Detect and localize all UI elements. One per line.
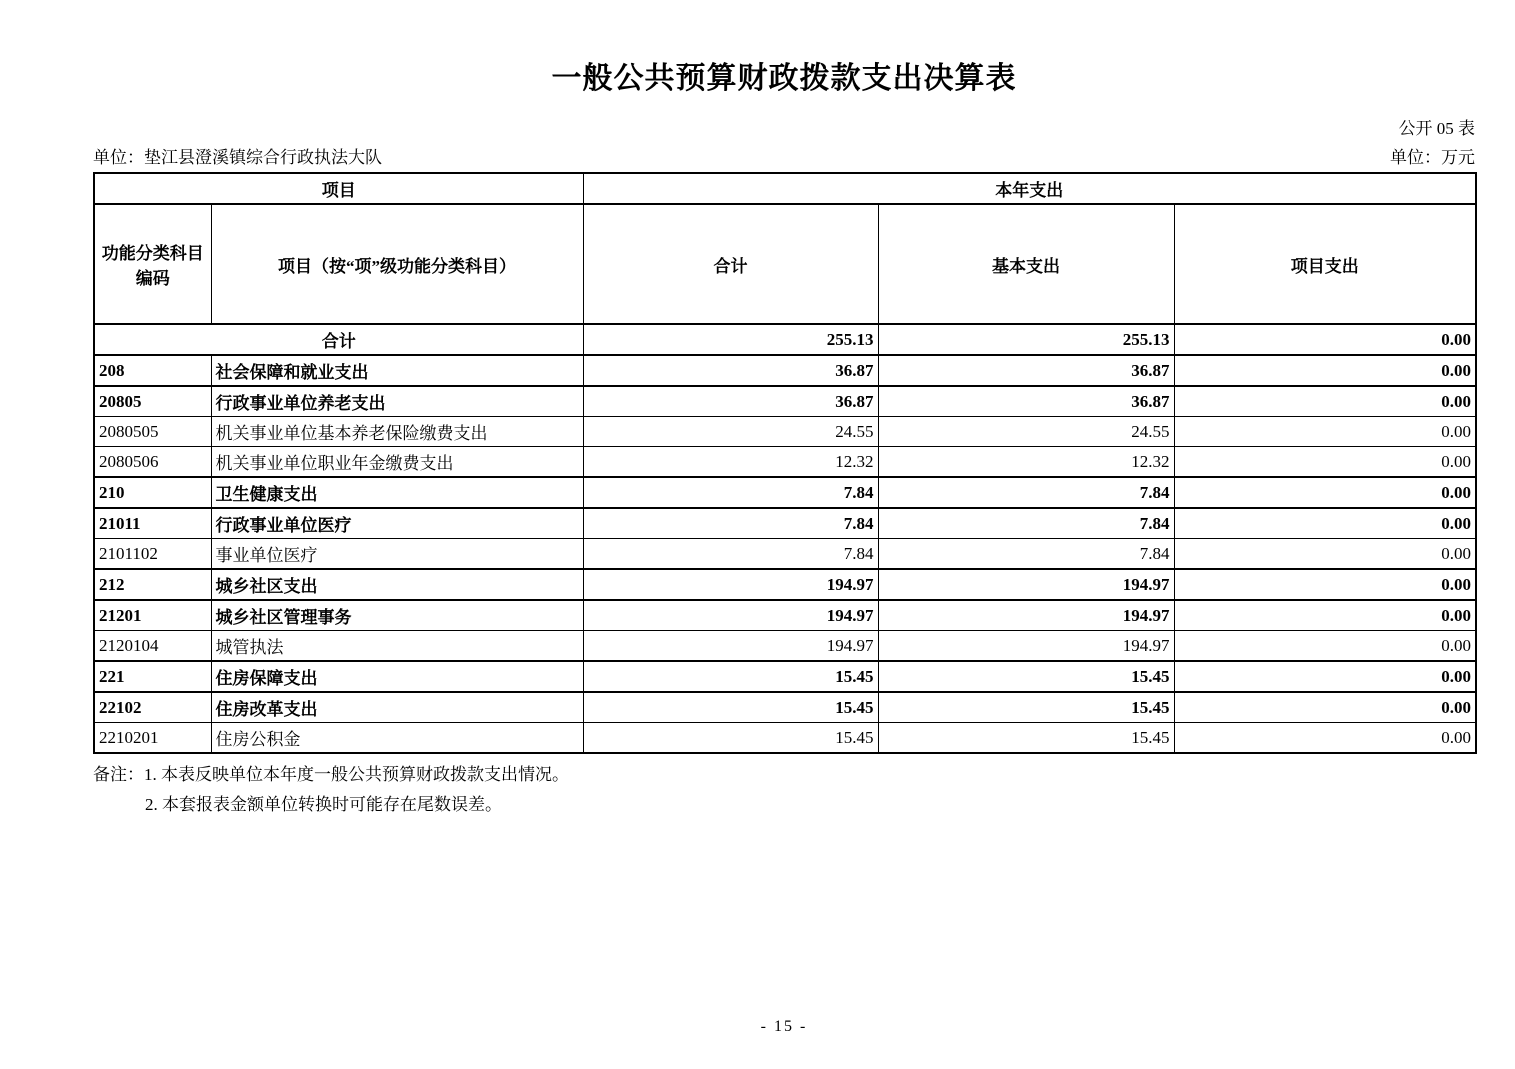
- grand-total-project: 0.00: [1174, 324, 1476, 355]
- row-project: 0.00: [1174, 417, 1476, 447]
- row-code: 2080505: [94, 417, 211, 447]
- table-row: [94, 539, 1476, 570]
- row-basic: 36.87: [878, 355, 1174, 386]
- row-basic: 194.97: [878, 631, 1174, 662]
- row-project: 0.00: [1174, 539, 1476, 570]
- row-total: 7.84: [583, 508, 878, 539]
- row-basic: 36.87: [878, 386, 1174, 417]
- table-row: [94, 386, 1476, 417]
- page-title: 一般公共预算财政拨款支出决算表: [551, 62, 1017, 95]
- header-project-expenditure: 项目支出: [1174, 204, 1476, 324]
- row-total: 15.45: [583, 692, 878, 723]
- sheet-number-label: 公开 05 表: [1398, 119, 1475, 138]
- row-basic: 7.84: [878, 508, 1174, 539]
- page-number: - 15 -: [760, 1018, 808, 1035]
- footnote-line-2: 2. 本套报表金额单位转换时可能存在尾数误差。: [145, 795, 502, 814]
- row-code: 221: [94, 661, 211, 692]
- row-name: 城乡社区支出: [211, 569, 583, 600]
- row-project: 0.00: [1174, 477, 1476, 508]
- row-name: 城管执法: [211, 631, 583, 662]
- grand-total-label: 合计: [94, 324, 583, 355]
- row-basic: 12.32: [878, 447, 1174, 478]
- table-row: [94, 355, 1476, 386]
- row-basic: 15.45: [878, 723, 1174, 754]
- currency-unit-label: 单位：万元: [1390, 148, 1475, 167]
- table-row: [94, 447, 1476, 478]
- page-content: [93, 0, 1475, 820]
- row-code: 21201: [94, 600, 211, 631]
- row-total: 7.84: [583, 477, 878, 508]
- row-name: 住房公积金: [211, 723, 583, 754]
- row-basic: 7.84: [878, 539, 1174, 570]
- row-name: 社会保障和就业支出: [211, 355, 583, 386]
- header-total: 合计: [583, 204, 878, 324]
- row-total: 194.97: [583, 631, 878, 662]
- row-code: 212: [94, 569, 211, 600]
- row-total: 24.55: [583, 417, 878, 447]
- row-name: 卫生健康支出: [211, 477, 583, 508]
- row-code: 208: [94, 355, 211, 386]
- row-basic: 194.97: [878, 569, 1174, 600]
- row-name: 机关事业单位基本养老保险缴费支出: [211, 417, 583, 447]
- row-code: 2080506: [94, 447, 211, 478]
- row-total: 12.32: [583, 447, 878, 478]
- row-name: 住房改革支出: [211, 692, 583, 723]
- footnote-prefix: 备注：: [93, 765, 144, 784]
- reporting-unit-label: 单位：垫江县澄溪镇综合行政执法大队: [93, 148, 382, 167]
- row-total: 194.97: [583, 600, 878, 631]
- table-row: [94, 569, 1476, 600]
- row-name: 城乡社区管理事务: [211, 600, 583, 631]
- meta-row: [93, 146, 1475, 170]
- table-row-grand-total: [94, 324, 1476, 355]
- header-annual-expenditure-group: 本年支出: [583, 173, 1476, 204]
- row-project: 0.00: [1174, 447, 1476, 478]
- row-project: 0.00: [1174, 692, 1476, 723]
- row-project: 0.00: [1174, 600, 1476, 631]
- row-project: 0.00: [1174, 386, 1476, 417]
- row-code: 2210201: [94, 723, 211, 754]
- row-project: 0.00: [1174, 569, 1476, 600]
- row-code: 2101102: [94, 539, 211, 570]
- table-row: [94, 417, 1476, 447]
- footnotes: [93, 760, 1475, 820]
- budget-expenditure-table: [93, 172, 1477, 754]
- table-row: [94, 508, 1476, 539]
- row-project: 0.00: [1174, 661, 1476, 692]
- row-code: 21011: [94, 508, 211, 539]
- table-row: [94, 477, 1476, 508]
- grand-total-total: 255.13: [583, 324, 878, 355]
- header-group-row: [94, 173, 1476, 204]
- row-code: 2120104: [94, 631, 211, 662]
- row-basic: 24.55: [878, 417, 1174, 447]
- row-total: 7.84: [583, 539, 878, 570]
- table-row: [94, 631, 1476, 662]
- table-row: [94, 692, 1476, 723]
- row-project: 0.00: [1174, 723, 1476, 754]
- header-function-code: 功能分类科目 编码: [94, 204, 211, 324]
- footnote-line-1: 备注：1. 本表反映单位本年度一般公共预算财政拨款支出情况。: [93, 765, 569, 784]
- header-project-group: 项目: [94, 173, 583, 204]
- row-project: 0.00: [1174, 508, 1476, 539]
- table-row: [94, 723, 1476, 754]
- row-basic: 194.97: [878, 600, 1174, 631]
- row-total: 15.45: [583, 723, 878, 754]
- header-basic-expenditure: 基本支出: [878, 204, 1174, 324]
- row-total: 36.87: [583, 355, 878, 386]
- row-total: 194.97: [583, 569, 878, 600]
- row-name: 行政事业单位医疗: [211, 508, 583, 539]
- row-code: 210: [94, 477, 211, 508]
- row-name: 住房保障支出: [211, 661, 583, 692]
- row-code: 20805: [94, 386, 211, 417]
- table-row: [94, 600, 1476, 631]
- row-code: 22102: [94, 692, 211, 723]
- header-columns-row: [94, 204, 1476, 324]
- row-name: 机关事业单位职业年金缴费支出: [211, 447, 583, 478]
- row-name: 事业单位医疗: [211, 539, 583, 570]
- grand-total-basic: 255.13: [878, 324, 1174, 355]
- row-total: 36.87: [583, 386, 878, 417]
- row-project: 0.00: [1174, 355, 1476, 386]
- row-basic: 15.45: [878, 661, 1174, 692]
- row-name: 行政事业单位养老支出: [211, 386, 583, 417]
- table-row: [94, 661, 1476, 692]
- row-basic: 7.84: [878, 477, 1174, 508]
- row-project: 0.00: [1174, 631, 1476, 662]
- header-item-name: 项目（按“项”级功能分类科目）: [211, 204, 583, 324]
- row-basic: 15.45: [878, 692, 1174, 723]
- row-total: 15.45: [583, 661, 878, 692]
